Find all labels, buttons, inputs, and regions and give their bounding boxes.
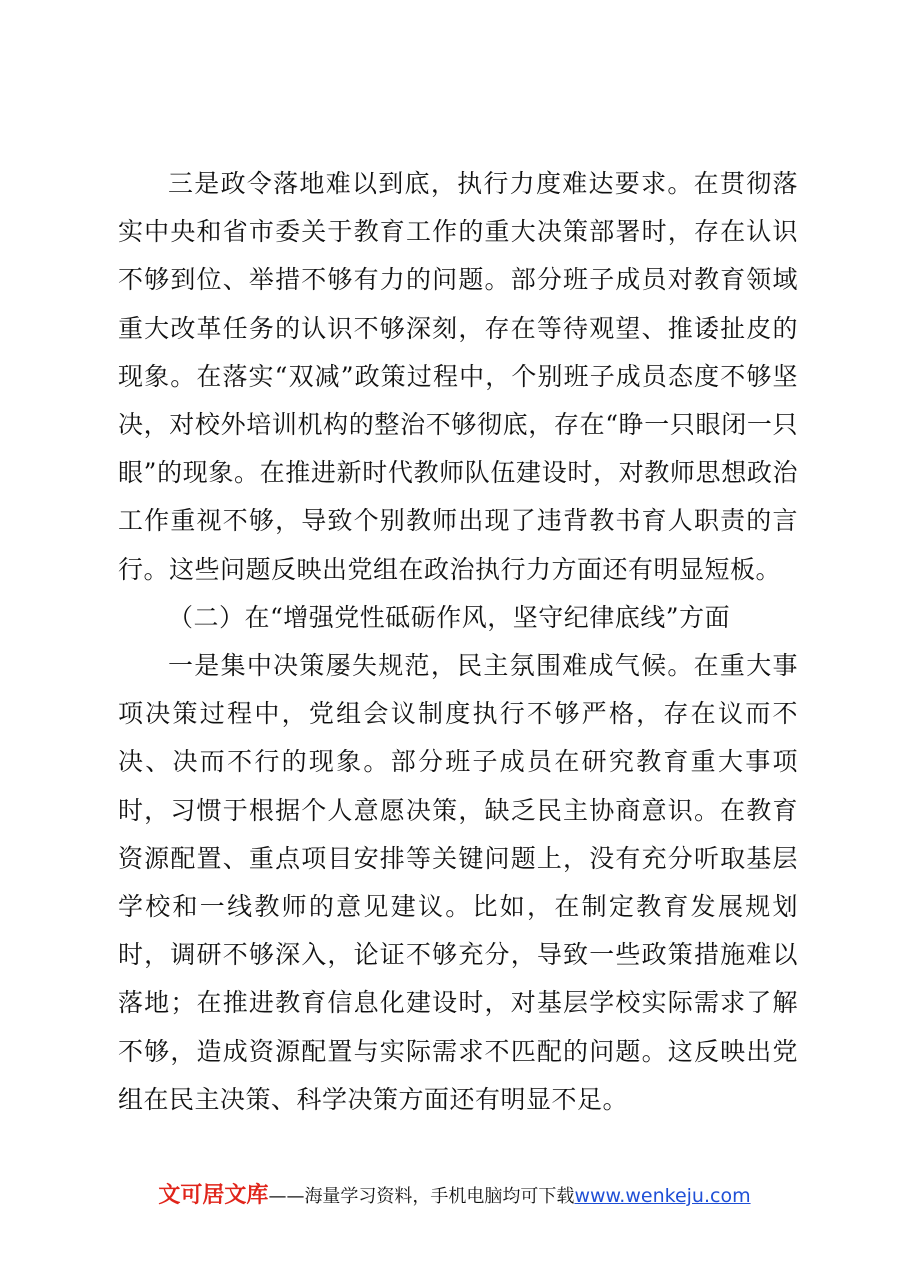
paragraph-decision-issues: 一是集中决策屡失规范，民主氛围难成气候。在重大事项决策过程中，党组会议制度执行不够严格，存在议而不决、决而不行的现象。部分班子成员在研究教育重大事项时，习惯于根据个人意愿决策，缺乏民主协商意识。在教育资源配置、重点项目安排等关键问题上，没有充分听取基层学校和一线教师的意见建议。比如，在制定教育发展规划时，调研不够深入，论证不够充分，导致一些政策措施难以落地；在推进教育信息化建设时，对基层学校实际需求了解不够，造成资源配置与实际需求不匹配的问题。这反映出党组在民主决策、科学决策方面还有明显不足。: [118, 651, 798, 1114]
footer-banner: [0, 1180, 909, 1213]
section-heading-2: （二）在“增强党性砥砺作风，坚守纪律底线”方面: [168, 602, 731, 632]
document-body: [118, 160, 798, 1124]
paragraph-execution-issues: 三是政令落地难以到底，执行力度难达要求。在贯彻落实中央和省市委关于教育工作的重大决策部署时，存在认识不够到位、举措不够有力的问题。部分班子成员对教育领域重大改革任务的认识不够深刻，存在等待观望、推诿扯皮的现象。在落实“双减”政策过程中，个别班子成员态度不够坚决，对校外培训机构的整治不够彻底，存在“睁一只眼闭一只眼”的现象。在推进新时代教师队伍建设时，对教师思想政治工作重视不够，导致个别教师出现了违背教书育人职责的言行。这些问题反映出党组在政治执行力方面还有明显短板。: [118, 169, 798, 584]
footer-brand: 文可居文库: [158, 1183, 269, 1208]
footer-tagline: ——海量学习资料，手机电脑均可下载: [268, 1186, 575, 1207]
footer-url-link[interactable]: www.wenkeju.com: [574, 1185, 751, 1207]
